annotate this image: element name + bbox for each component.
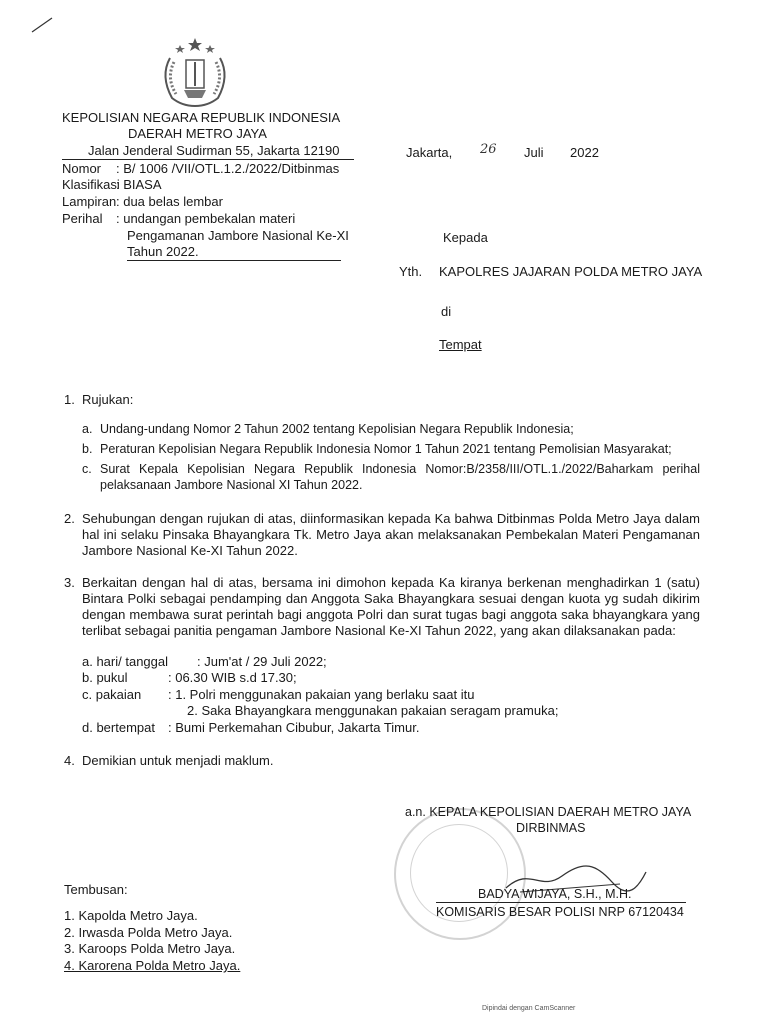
yth-label: Yth. <box>399 264 423 279</box>
schedule-dress-1: : 1. Polri menggunakan pakaian yang berlaku saat itu <box>168 687 475 702</box>
ref-a-text: Undang-undang Nomor 2 Tahun 2002 tentang Kepolisian Negara Republik Indonesia; <box>100 422 574 436</box>
date-month: Juli <box>524 145 544 160</box>
perihal-line1: : undangan pembekalan materi <box>116 211 296 226</box>
schedule-day-label: a. hari/ tanggal <box>82 654 169 669</box>
p2-number: 2. <box>64 511 75 526</box>
p4-text: Demikian untuk menjadi maklum. <box>82 753 274 768</box>
cc-item: 4. Karorena Polda Metro Jaya. <box>64 958 241 973</box>
p3-number: 3. <box>64 575 75 590</box>
kepada-label: Kepada <box>443 230 488 245</box>
signatory-rank: KOMISARIS BESAR POLISI NRP 67120434 <box>436 905 684 919</box>
schedule-time-label: b. pukul <box>82 670 128 685</box>
recipient-name: KAPOLRES JAJARAN POLDA METRO JAYA <box>439 264 703 279</box>
nomor-value: : B/ 1006 /VII/OTL.1.2./2022/Ditbinmas <box>116 161 340 176</box>
police-emblem-logo <box>150 36 240 110</box>
ref-c-label: c. <box>82 462 92 476</box>
signatory-title: a.n. KEPALA KEPOLISIAN DAERAH METRO JAYA <box>405 805 692 819</box>
p4-number: 4. <box>64 753 75 768</box>
cc-item: 2. Irwasda Polda Metro Jaya. <box>64 925 233 940</box>
ref-c-text: Surat Kepala Kepolisian Negara Republik Indonesia Nomor:B/2358/III/OTL.1./2022/Baharkam perihal pelaksanaan Jambore Nasional XI Tahun 2022. <box>100 462 700 492</box>
cc-title: Tembusan: <box>64 882 128 897</box>
org-name: KEPOLISIAN NEGARA REPUBLIK INDONESIA <box>62 110 341 125</box>
schedule-place-label: d. bertempat <box>82 720 155 735</box>
org-region: DAERAH METRO JAYA <box>128 126 267 141</box>
cc-item: 1. Kapolda Metro Jaya. <box>64 908 198 923</box>
pen-mark <box>30 14 56 36</box>
schedule-time: : 06.30 WIB s.d 17.30; <box>168 670 297 685</box>
perihal-label: Perihal <box>62 211 103 226</box>
p2-text: Sehubungan dengan rujukan di atas, diinformasikan kepada Ka bahwa Ditbinmas Polda Metro Jaya dalam hal ini selaku Pinsaka Bhayangkara Tk. Metro Jaya akan melaksanakan Pembekalan Materi Pengamanan Jambore Nasional Ke-XI Tahun 2022. <box>82 511 700 558</box>
signatory-unit: DIRBINMAS <box>516 821 586 835</box>
ref-b-label: b. <box>82 442 93 456</box>
cc-item: 3. Karoops Polda Metro Jaya. <box>64 941 236 956</box>
perihal-underline <box>127 260 341 261</box>
schedule-day: : Jum'at / 29 Juli 2022; <box>197 654 327 669</box>
date-day: 26 <box>480 142 497 157</box>
date-city: Jakarta, <box>406 145 453 160</box>
tempat-label: Tempat <box>439 337 482 352</box>
p3-text: Berkaitan dengan hal di atas, bersama ini dimohon kepada Ka kiranya berkenan menghadirkan 1 (satu) Bintara Polki sebagai pendamping dan Anggota Saka Bhayangkara sesuai dengan kuota yg sudah dikirim dengan membawa surat perintah bagi anggota Polri dan surat tugas bagi anggota saka bhayangkara yang terlibat sebagai panitia pengaman Jambore Nasional Ke-XI Tahun 2022, yang akan dilaksanakan pada: <box>82 575 700 638</box>
header-underline <box>62 159 354 160</box>
schedule-dress-label: c. pakaian <box>82 687 142 702</box>
klasifikasi-label: Klasifikasi <box>62 177 120 192</box>
lampiran-label: Lampiran <box>62 194 117 209</box>
lampiran-value: : dua belas lembar <box>116 194 223 209</box>
klasifikasi-value: : BIASA <box>116 177 162 192</box>
signature-rule <box>436 902 686 903</box>
perihal-line2: Pengamanan Jambore Nasional Ke-XI <box>127 228 349 243</box>
nomor-label: Nomor <box>62 161 102 176</box>
schedule-dress-2: 2. Saka Bhayangkara menggunakan pakaian seragam pramuka; <box>187 703 559 718</box>
di-label: di <box>441 304 452 319</box>
signatory-name: BADYA WIJAYA, S.H., M.H. <box>478 887 632 901</box>
ref-b-text: Peraturan Kepolisian Negara Republik Indonesia Nomor 1 Tahun 2021 tentang Pemolisian Masyarakat; <box>100 442 672 456</box>
scanner-watermark: Dipindai dengan CamScanner <box>482 1005 576 1012</box>
schedule-place: : Bumi Perkemahan Cibubur, Jakarta Timur. <box>168 720 420 735</box>
p1-title: Rujukan: <box>82 392 134 407</box>
ref-a-label: a. <box>82 422 93 436</box>
date-year: 2022 <box>570 145 599 160</box>
perihal-line3: Tahun 2022. <box>127 244 199 259</box>
org-address: Jalan Jenderal Sudirman 55, Jakarta 12190 <box>88 143 340 158</box>
p1-number: 1. <box>64 392 75 407</box>
